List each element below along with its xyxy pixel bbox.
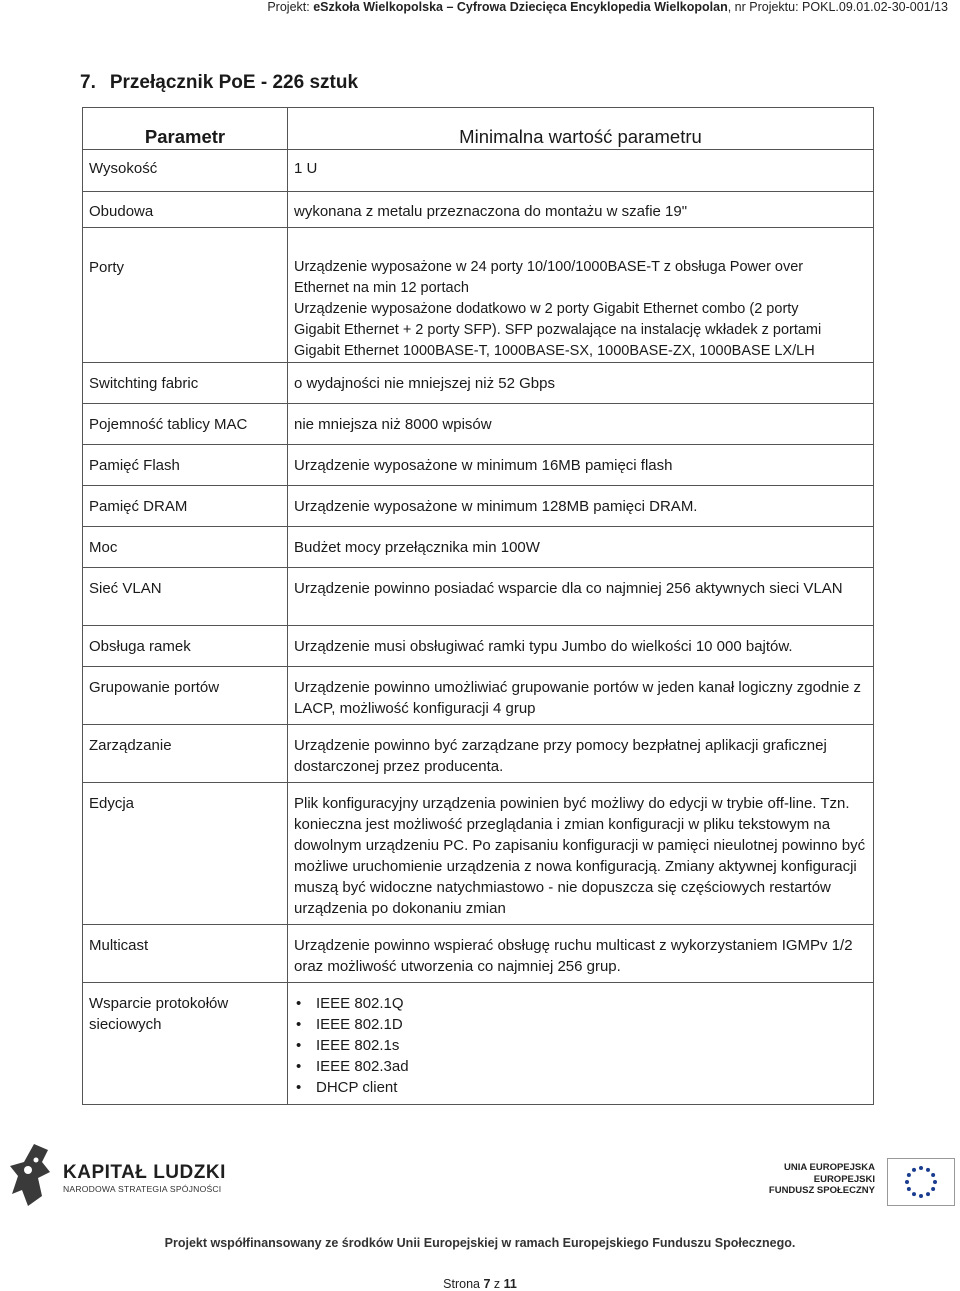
param-cell: Edycja — [83, 783, 288, 925]
param-cell: Wysokość — [83, 150, 288, 192]
table-row — [83, 228, 874, 363]
param-cell: Zarządzanie — [83, 725, 288, 783]
kapital-ludzki-title: KAPITAŁ LUDZKI — [63, 1162, 226, 1183]
eu-star — [931, 1173, 935, 1177]
value-cell: Plik konfiguracyjny urządzenia powinien być możliwy do edycji w trybie off-line. Tzn. konieczna jest możliwość przeglądania i zmian konfiguracji w pliku tekstowym na dowolnym urządzeniu PC. Po zapisaniu konfiguracji w pamięci nieulotnej powinno być możliwe uruchomienie urządzenia z nowa konfiguracją. Zmiany aktywnej konfiguracji muszą być widoczne natychmiastowo - nie dopuszcza się częściowych restartów urządzenia po dokonaniu zmian — [288, 783, 874, 925]
value-cell: Urządzenie musi obsługiwać ramki typu Jumbo do wielkości 10 000 bajtów. — [288, 626, 874, 667]
param-cell: Pamięć DRAM — [83, 486, 288, 527]
total-pages: 11 — [503, 1277, 517, 1291]
eu-star — [919, 1194, 923, 1198]
project-header: Projekt: eSzkoła Wielkopolska – Cyfrowa Dziecięca Encyklopedia Wielkopolan, nr Projektu: POKL.09.01.02-30-001/13 — [267, 0, 948, 14]
table-row — [83, 445, 874, 486]
funding-note: Projekt współfinansowany ze środków Unii Europejskiej w ramach Europejskiego Funduszu Społecznego. — [164, 1236, 796, 1250]
eu-flag-icon — [887, 1158, 955, 1206]
eu-logo-text: UNIA EUROPEJSKA EUROPEJSKI FUNDUSZ SPOŁECZNY — [768, 1162, 875, 1196]
param-cell: Grupowanie portów — [83, 667, 288, 725]
value-line: Gigabit Ethernet + 2 porty SFP). SFP pozwalające na instalację wkładek z portami — [294, 322, 822, 338]
kapital-ludzki-subtitle: NARODOWA STRATEGIA SPÓJNOŚCI — [63, 1184, 222, 1194]
value-cell: Urządzenie wyposażone w minimum 128MB pamięci DRAM. — [288, 486, 874, 527]
list-item: • IEEE 802.1Q — [316, 993, 867, 1014]
page-footer: Strona 7 z 11 — [443, 1277, 517, 1291]
value-cell — [288, 228, 874, 363]
param-cell: Porty — [83, 228, 288, 363]
project-name: eSzkoła Wielkopolska – Cyfrowa Dziecięca Encyklopedia Wielkopolan — [313, 0, 728, 14]
section-title — [80, 72, 358, 94]
param-cell: Switchting fabric — [83, 363, 288, 404]
kapital-ludzki-emblem-icon — [8, 1142, 58, 1208]
param-cell: Multicast — [83, 925, 288, 983]
value-line: Urządzenie wyposażone dodatkowo w 2 porty Gigabit Ethernet combo (2 porty — [294, 301, 799, 317]
section-number: 7. — [80, 72, 96, 93]
eu-star — [912, 1168, 916, 1172]
eu-star — [931, 1187, 935, 1191]
list-item: • DHCP client — [316, 1077, 867, 1098]
current-page: 7 — [483, 1277, 491, 1291]
value-cell: Urządzenie wyposażone w minimum 16MB pamięci flash — [288, 445, 874, 486]
value-cell: wykonana z metalu przeznaczona do montażu w szafie 19" — [288, 192, 874, 228]
value-cell — [288, 983, 874, 1105]
param-cell: Wsparcie protokołów sieciowych — [83, 983, 288, 1105]
spec-table — [82, 107, 874, 1105]
table-row — [83, 486, 874, 527]
list-item: • IEEE 802.1D — [316, 1014, 867, 1035]
value-cell: Urządzenie powinno być zarządzane przy pomocy bezpłatnej aplikacji graficznej dostarczonej przez producenta. — [288, 725, 874, 783]
table-row — [83, 150, 874, 192]
value-cell: nie mniejsza niż 8000 wpisów — [288, 404, 874, 445]
value-line: Ethernet na min 12 portach — [294, 280, 469, 296]
eu-logo — [768, 1158, 955, 1208]
table-row — [83, 725, 874, 783]
col-header-param: Parametr — [83, 108, 288, 150]
table-row — [83, 626, 874, 667]
eu-star — [907, 1173, 911, 1177]
eu-star — [912, 1192, 916, 1196]
col-header-value: Minimalna wartość parametru — [288, 108, 874, 150]
value-cell: Urządzenie powinno umożliwiać grupowanie portów w jeden kanał logiczny zgodnie z LACP, możliwość konfiguracji 4 grup — [288, 667, 874, 725]
param-cell: Obudowa — [83, 192, 288, 228]
value-line: Gigabit Ethernet 1000BASE-T, 1000BASE-SX, 1000BASE-ZX, 1000BASE LX/LH — [294, 343, 815, 359]
section-heading: Przełącznik PoE - 226 sztuk — [109, 72, 359, 93]
value-cell: Urządzenie powinno posiadać wsparcie dla co najmniej 256 aktywnych sieci VLAN — [288, 568, 874, 626]
table-row — [83, 527, 874, 568]
value-cell: Urządzenie powinno wspierać obsługę ruchu multicast z wykorzystaniem IGMPv 1/2 oraz możliwość utworzenia co najmniej 256 grup. — [288, 925, 874, 983]
table-row — [83, 192, 874, 228]
table-row — [83, 667, 874, 725]
list-item: • IEEE 802.3ad — [316, 1056, 867, 1077]
param-cell: Pojemność tablicy MAC — [83, 404, 288, 445]
table-row — [83, 783, 874, 925]
table-row — [83, 925, 874, 983]
param-cell: Moc — [83, 527, 288, 568]
value-cell: 1 U — [288, 150, 874, 192]
value-cell: o wydajności nie mniejszej niż 52 Gbps — [288, 363, 874, 404]
list-item: • IEEE 802.1s — [316, 1035, 867, 1056]
eu-star — [933, 1180, 937, 1184]
table-row — [83, 404, 874, 445]
value-line: Urządzenie wyposażone w 24 porty 10/100/1000BASE-T z obsługa Power over — [294, 259, 804, 275]
param-cell: Pamięć Flash — [83, 445, 288, 486]
param-cell: Sieć VLAN — [83, 568, 288, 626]
protocol-list — [294, 993, 867, 1098]
kapital-ludzki-logo — [8, 1142, 226, 1212]
table-row — [83, 568, 874, 626]
eu-star — [926, 1168, 930, 1172]
eu-star — [907, 1187, 911, 1191]
eu-star — [919, 1166, 923, 1170]
eu-star — [926, 1192, 930, 1196]
table-row — [83, 363, 874, 404]
table-row — [83, 983, 874, 1105]
table-header-row — [83, 108, 874, 150]
value-cell: Budżet mocy przełącznika min 100W — [288, 527, 874, 568]
eu-star — [905, 1180, 909, 1184]
param-cell: Obsługa ramek — [83, 626, 288, 667]
